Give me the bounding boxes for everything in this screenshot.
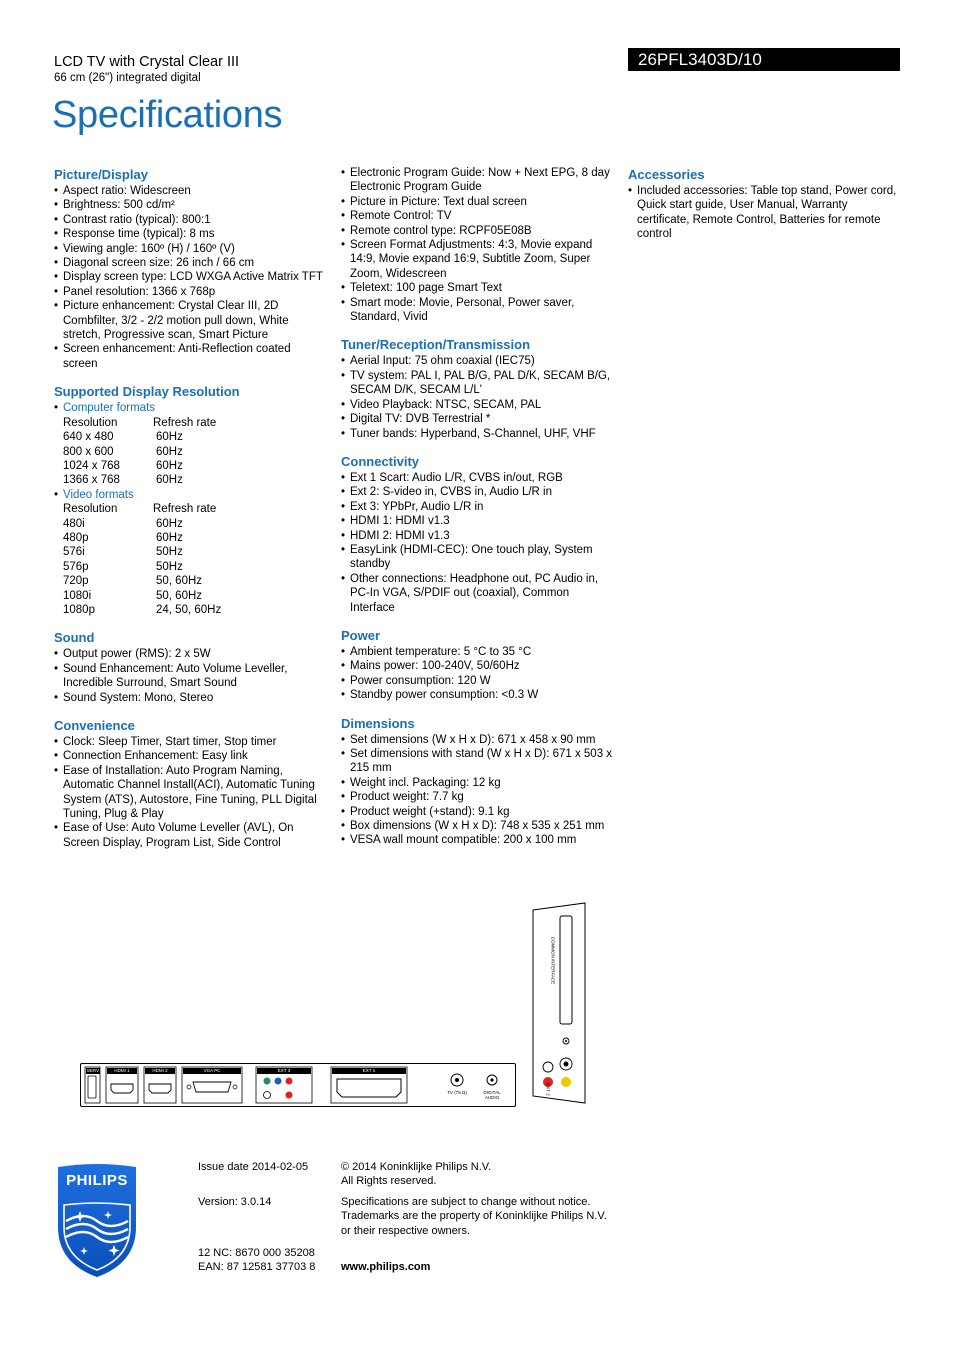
section-convenience [54, 717, 326, 850]
table-cell: 1080p [63, 603, 95, 616]
col-header: Refresh rate [153, 416, 217, 429]
spec-item: • Diagonal screen size: 26 inch / 66 cm [54, 256, 326, 270]
disclaimer-line2: Trademarks are the property of Koninklijke Philips N.V. [341, 1210, 607, 1222]
spec-item: • Ext 2: S-video in, CVBS in, Audio L/R in [341, 485, 613, 499]
section-heading: Tuner/Reception/Transmission [341, 337, 531, 353]
spec-item: • Sound Enhancement: Auto Volume Leveller, Incredible Surround, Smart Sound [54, 662, 326, 691]
spec-item: • Smart mode: Movie, Personal, Power saver, Standard, Vivid [341, 296, 613, 325]
section-heading: Dimensions [341, 715, 415, 731]
spec-item: • Included accessories: Table top stand, Power cord, Quick start guide, User Manual, Warranty certificate, Remote Control, Batteries for remote control [628, 184, 900, 242]
spec-item: • Product weight (+stand): 9.1 kg [341, 805, 613, 819]
rights: All Rights reserved. [341, 1175, 437, 1187]
column-left [54, 166, 326, 862]
spec-item: • Viewing angle: 160º (H) / 160º (V) [54, 242, 326, 256]
table-row [63, 545, 326, 559]
spec-list [341, 645, 613, 703]
table-cell: 60Hz [156, 431, 183, 444]
section-heading: Convenience [54, 718, 135, 733]
spec-list [54, 735, 326, 850]
video-formats-table [54, 502, 326, 617]
spec-list [341, 471, 613, 615]
computer-formats-label [54, 401, 326, 415]
table-cell: 60Hz [156, 445, 183, 458]
spec-item: • Set dimensions (W x H x D): 671 x 458 x 90 mm [341, 733, 613, 747]
table-cell: 640 x 480 [63, 431, 114, 444]
column-middle [341, 166, 613, 860]
table-cell: 50Hz [156, 546, 183, 559]
table-row [63, 589, 326, 603]
spec-item: • Sound System: Mono, Stereo [54, 691, 326, 705]
spec-item: • Video Playback: NTSC, SECAM, PAL [341, 398, 613, 412]
table-row [63, 445, 326, 459]
spec-item: • Screen enhancement: Anti-Reflection coated screen [54, 342, 326, 371]
model-number: 26PFL3403D/10 [628, 48, 900, 71]
spec-list [54, 184, 326, 371]
table-cell: 480i [63, 517, 85, 530]
col-header: Refresh rate [153, 503, 217, 516]
section-heading: Accessories [628, 167, 705, 182]
philips-shield-logo [54, 1163, 140, 1279]
video-formats-label [54, 488, 326, 502]
website-link[interactable]: www.philips.com [341, 1261, 431, 1273]
vga-label: VGA PC [183, 1068, 241, 1074]
ext3-label: EXT 3 [257, 1068, 311, 1074]
section-heading: Supported Display Resolution [54, 384, 240, 400]
section-tuner [341, 336, 613, 440]
table-cell: 1366 x 768 [63, 474, 120, 487]
section-dimensions [341, 715, 613, 848]
spec-item: • Output power (RMS): 2 x 5W [54, 647, 326, 661]
column-right [628, 166, 900, 254]
spec-item: • Brightness: 500 cd/m² [54, 198, 326, 212]
table-cell: 50, 60Hz [156, 575, 203, 588]
page-title: Specifications [52, 94, 283, 136]
philips-wordmark: PHILIPS [66, 1172, 128, 1189]
table-row [63, 531, 326, 545]
ext1-label: EXT 1 [332, 1068, 406, 1074]
spec-list [341, 354, 613, 440]
ext2-label: EXT 2 [545, 1083, 551, 1096]
table-row [63, 517, 326, 531]
spec-list [341, 733, 613, 848]
disclaimer-line1: Specifications are subject to change without notice. [341, 1196, 591, 1208]
section-accessories [628, 166, 900, 242]
copyright: © 2014 Koninklijke Philips N.V. [341, 1161, 492, 1173]
spec-item: • Remote Control: TV [341, 209, 613, 223]
table-cell: 24, 50, 60Hz [156, 603, 222, 616]
hdmi2-label: HDMI 2 [145, 1068, 175, 1074]
serv-label: SERV [86, 1068, 100, 1073]
section-picture-display [54, 166, 326, 371]
spec-item: • Aerial Input: 75 ohm coaxial (IEC75) [341, 354, 613, 368]
version: Version: 3.0.14 [198, 1196, 272, 1208]
disclaimer-line3: or their respective owners. [341, 1225, 470, 1237]
spec-item: • Ease of Use: Auto Volume Leveller (AVL), On Screen Display, Program List, Side Control [54, 821, 326, 850]
table-cell: 50Hz [156, 560, 183, 573]
spec-item: • Panel resolution: 1366 x 768p [54, 285, 326, 299]
spec-item: • Picture enhancement: Crystal Clear III, 2D Combfilter, 3/2 - 2/2 motion pull down, White stretch, Progressive scan, Smart Picture [54, 299, 326, 342]
nc-number: 12 NC: 8670 000 35208 [198, 1247, 315, 1259]
spec-item: • HDMI 2: HDMI v1.3 [341, 529, 613, 543]
spec-item: • Picture in Picture: Text dual screen [341, 195, 613, 209]
table-row [63, 430, 326, 444]
table-row [63, 574, 326, 588]
table-cell: 576i [63, 546, 85, 559]
table-row [63, 560, 326, 574]
section-convenience-continued [341, 166, 613, 324]
spec-item: • Tuner bands: Hyperband, S-Channel, UHF, VHF [341, 427, 613, 441]
spec-item: • Set dimensions with stand (W x H x D): 671 x 503 x 215 mm [341, 747, 613, 776]
spec-item: • Ease of Installation: Auto Program Naming, Automatic Channel Install(ACI), Automatic Tuning System (ATS), Autostore, Fine Tuning, PLL Digital Tuning, Plug & Play [54, 764, 326, 822]
spec-item: • Aspect ratio: Widescreen [54, 184, 326, 198]
table-cell: 60Hz [156, 517, 183, 530]
spec-item: • VESA wall mount compatible: 200 x 100 mm [341, 833, 613, 847]
spec-item: • Contrast ratio (typical): 800:1 [54, 213, 326, 227]
side-connector-graphic [532, 902, 586, 1104]
section-heading: Sound [54, 630, 95, 646]
spec-list [54, 488, 326, 502]
spec-list [54, 647, 326, 705]
spec-item: • HDMI 1: HDMI v1.3 [341, 514, 613, 528]
issue-date: Issue date 2014-02-05 [198, 1161, 309, 1173]
spec-list [628, 184, 900, 242]
section-heading: Picture/Display [54, 167, 148, 182]
spec-item: • Ext 1 Scart: Audio L/R, CVBS in/out, RGB [341, 471, 613, 485]
table-header [63, 502, 326, 516]
spec-item: • Standby power consumption: <0.3 W [341, 688, 613, 702]
side-connector-panel [532, 902, 586, 1104]
spec-item: • Teletext: 100 page Smart Text [341, 281, 613, 295]
spec-item: • Power consumption: 120 W [341, 674, 613, 688]
rear-connector-panel [80, 1063, 516, 1107]
table-row [63, 603, 326, 617]
table-header [63, 416, 326, 430]
section-power [341, 627, 613, 703]
spec-item: • Product weight: 7.7 kg [341, 790, 613, 804]
table-cell: 50, 60Hz [156, 589, 203, 602]
spec-item: • Weight incl. Packaging: 12 kg [341, 776, 613, 790]
spec-item: • Connection Enhancement: Easy link [54, 749, 326, 763]
spec-item: • TV system: PAL I, PAL B/G, PAL D/K, SECAM B/G, SECAM D/K, SECAM L/L' [341, 369, 613, 398]
spec-item: • Ext 3: YPbPr, Audio L/R in [341, 500, 613, 514]
table-cell: 1024 x 768 [63, 459, 120, 472]
col-header: Resolution [63, 416, 118, 429]
spec-item: • Clock: Sleep Timer, Start timer, Stop timer [54, 735, 326, 749]
section-heading: Power [341, 627, 381, 643]
digital-audio-label: DIGITAL AUDIO [483, 1090, 501, 1100]
table-cell: 60Hz [156, 531, 183, 544]
section-sound [54, 629, 326, 705]
video-formats-text: Video formats [63, 488, 134, 501]
computer-formats-text: Computer formats [63, 402, 156, 415]
col-header: Resolution [63, 503, 118, 516]
table-cell: 720p [63, 575, 89, 588]
spec-item: • Screen Format Adjustments: 4:3, Movie expand 14:9, Movie expand 16:9, Subtitle Zoom, Super Zoom, Widescreen [341, 238, 613, 281]
spec-item: • Response time (typical): 8 ms [54, 227, 326, 241]
spec-item: • Mains power: 100-240V, 50/60Hz [341, 659, 613, 673]
section-supported-resolution [54, 383, 326, 617]
spec-item: • Box dimensions (W x H x D): 748 x 535 x 251 mm [341, 819, 613, 833]
table-cell: 60Hz [156, 459, 183, 472]
spec-item: • Ambient temperature: 5 °C to 35 °C [341, 645, 613, 659]
tv-aerial-label: TV (75 Ω) [447, 1090, 467, 1095]
table-cell: 576p [63, 560, 89, 573]
table-cell: 800 x 600 [63, 445, 114, 458]
spec-list [341, 166, 613, 324]
spec-item: • Remote control type: RCPF05E08B [341, 224, 613, 238]
product-subtitle: 66 cm (26") integrated digital [54, 72, 201, 84]
table-cell: 1080i [63, 589, 92, 602]
hdmi1-label: HDMI 1 [107, 1068, 137, 1074]
ean-number: EAN: 87 12581 37703 8 [198, 1261, 316, 1273]
product-title: LCD TV with Crystal Clear III [54, 54, 240, 70]
section-connectivity [341, 453, 613, 615]
computer-formats-table [54, 416, 326, 488]
spec-item: • Electronic Program Guide: Now + Next EPG, 8 day Electronic Program Guide [341, 166, 613, 195]
section-heading: Connectivity [341, 453, 420, 469]
spec-item: • Display screen type: LCD WXGA Active Matrix TFT [54, 270, 326, 284]
spec-list [54, 401, 326, 415]
spec-item: • Digital TV: DVB Terrestrial * [341, 412, 613, 426]
table-row [63, 473, 326, 487]
spec-item: • EasyLink (HDMI-CEC): One touch play, System standby [341, 543, 613, 572]
spec-item: • Other connections: Headphone out, PC Audio in, PC-In VGA, S/PDIF out (coaxial), Common Interface [341, 572, 613, 615]
table-row [63, 459, 326, 473]
common-interface-label: COMMON INTERFACE [550, 936, 556, 985]
table-cell: 480p [63, 531, 89, 544]
table-cell: 60Hz [156, 474, 183, 487]
